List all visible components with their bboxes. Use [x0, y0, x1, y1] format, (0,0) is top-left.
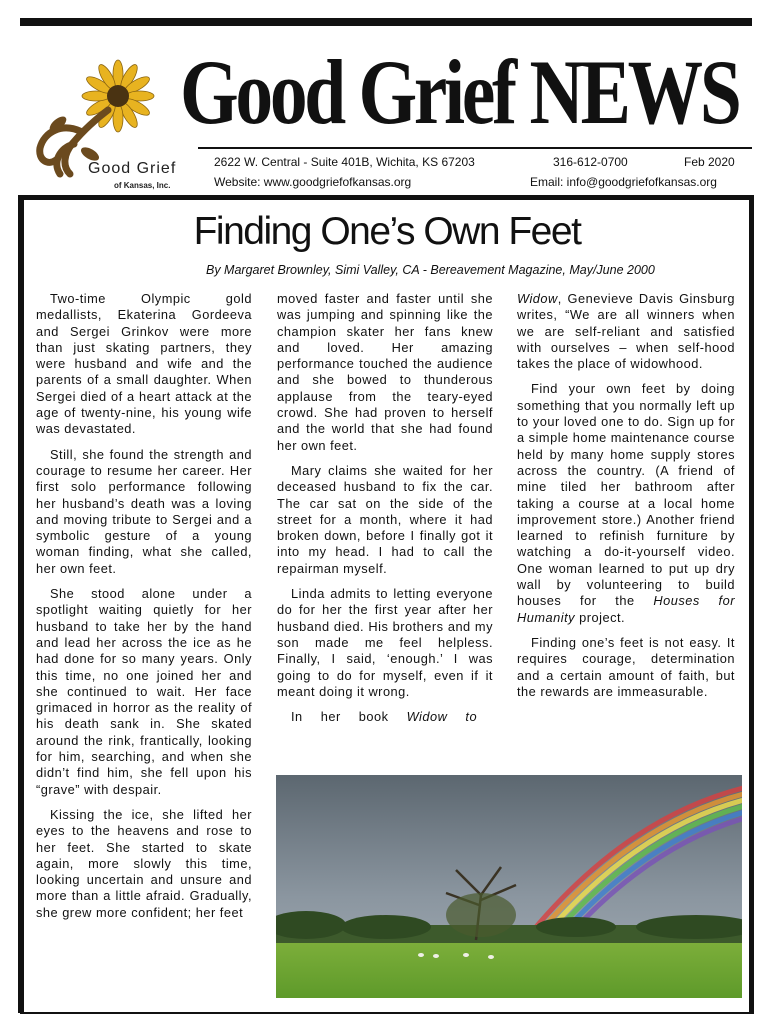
organization-name: Houses for Humanity [517, 593, 735, 625]
paragraph-text: Find your own feet by doing something that you normally left up to your loved one to do. Sign up for a simple home maintenance course held by many home supply stores across the country. (A friend of mine tiled her bathroom after taking a course at a local home improvement store.) Another friend learned to refinish furniture by watching a do-it-yourself video. One woman learned to put up dry wall by volunteering to build houses for the [517, 381, 736, 609]
article-headline: Finding One’s Own Feet [193, 210, 581, 253]
phone: 316-612-0700 [553, 155, 628, 169]
paragraph [277, 709, 493, 725]
newsletter-title: Good Grief NEWS [180, 41, 739, 143]
paragraph: Still, she found the strength and courage to resume her career. Her first solo performance following her husband’s death was a loving and moving tribute to Sergei and a symbolic gesture of a young woman finding, what she called, her own feet. [36, 446, 252, 576]
paragraph: Finding one’s feet is not easy. It requires courage, determination and a certain amount of faith, but the rewards are immeasurable. [517, 634, 735, 699]
article-column-2 [277, 291, 493, 734]
paragraph: Mary claims she waited for her deceased husband to fix the car. The car sat on the side of the street for a month, where it had broken down, before I finally got it into my head. I had to call the repairman myself. [277, 462, 493, 576]
book-title-part: Widow to [406, 709, 478, 725]
top-rule [20, 18, 752, 26]
email: Email: info@goodgriefofkansas.org [530, 175, 717, 189]
masthead-rule [198, 147, 752, 149]
article-column-1 [36, 291, 252, 930]
article-frame-top [20, 195, 754, 199]
article-frame-left [18, 195, 24, 1013]
paragraph [517, 291, 735, 372]
rainbow-over-meadow-photo [276, 775, 742, 998]
article-column-3 [517, 291, 735, 709]
logo-subtitle: of Kansas, Inc. [114, 181, 171, 190]
paragraph: Linda admits to letting everyone do for her the first year after her husband died. His brothers and my son made me feel helpless. Finally, I said, ‘enough.’ I was going to do for myself, even if it meant doing it wrong. [277, 586, 493, 699]
paragraph: She stood alone under a spotlight waiting quietly for her husband to take her by the hand and lead her across the ice as he had done for so many years. Only this time, no one joined her and she continued to wait. Her face grimaced in horror as the reality of his death sank in. She skated around the rink, frantically, looking for him, searching, and when she didn’t find him, she fell upon his “grave” with despair. [36, 586, 252, 797]
paragraph: Kissing the ice, she lifted her eyes to the heavens and rose to her feet. She started to skate again, more slowly this time, looking uncertain and unsure and more than a little afraid. Gradually, she grew more confident; her feet [36, 806, 252, 920]
paragraph: moved faster and faster until she was jumping and spinning like the champion skater her fans knew and loved. Her amazing performance touched the audience and she bowed to thunderous applause from the teary-eyed crowd. She had proven to herself and the world that she had found her own feet. [277, 291, 493, 453]
paragraph: Two-time Olympic gold medallists, Ekaterina Gordeeva and Sergei Grinkov were more than just skating partners, they were husband and wife and the parents of a small daughter. When Sergei died of a heart attack at the age of twenty-nine, his young wife was devastated. [36, 291, 252, 437]
logo-name: Good Grief [88, 160, 177, 177]
paragraph-text: project. [575, 609, 626, 625]
paragraph-text: , Genevieve Davis Ginsburg writes, “We are all winners when we are self-reliant and satisfied with ourselves – when self-hood takes the place of widowhood. [517, 291, 735, 372]
paragraph-text: In her book [291, 709, 389, 725]
paragraph [517, 381, 735, 625]
issue-date: Feb 2020 [684, 155, 735, 169]
website: Website: www.goodgriefofkansas.org [214, 175, 412, 189]
address: 2622 W. Central - Suite 401B, Wichita, KS 67203 [214, 155, 475, 169]
article-byline: By Margaret Brownley, Simi Valley, CA - Bereavement Magazine, May/June 2000 [206, 263, 655, 277]
book-title-part: Widow [517, 291, 558, 306]
